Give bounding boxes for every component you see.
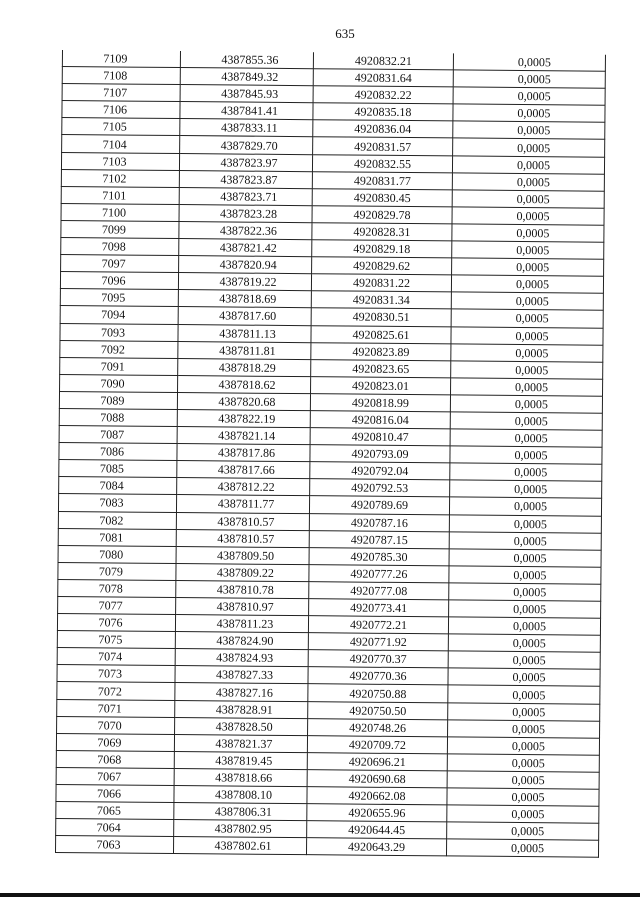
- x-coordinate-cell: 4387819.45: [174, 751, 307, 769]
- error-cell: 0,0005: [451, 275, 603, 293]
- x-coordinate-cell: 4387811.23: [175, 615, 308, 633]
- point-number-cell: 7067: [56, 767, 174, 785]
- point-number-cell: 7078: [58, 579, 176, 597]
- x-coordinate-cell: 4387808.10: [174, 786, 307, 804]
- error-cell: 0,0005: [453, 53, 605, 71]
- x-coordinate-cell: 4387810.57: [176, 529, 309, 547]
- y-coordinate-cell: 4920662.08: [307, 787, 447, 805]
- y-coordinate-cell: 4920709.72: [307, 735, 447, 753]
- point-number-cell: 7092: [60, 340, 178, 358]
- point-number-cell: 7065: [56, 802, 174, 820]
- x-coordinate-cell: 4387855.36: [180, 51, 313, 69]
- x-coordinate-cell: 4387820.68: [177, 392, 310, 410]
- point-number-cell: 7074: [57, 648, 175, 666]
- x-coordinate-cell: 4387810.57: [176, 512, 309, 530]
- y-coordinate-cell: 4920832.21: [313, 52, 453, 70]
- point-number-cell: 7088: [59, 408, 177, 426]
- error-cell: 0,0005: [447, 805, 599, 823]
- error-cell: 0,0005: [450, 412, 602, 430]
- point-number-cell: 7109: [62, 50, 180, 68]
- point-number-cell: 7081: [58, 528, 176, 546]
- point-number-cell: 7097: [61, 255, 179, 273]
- point-number-cell: 7101: [61, 186, 179, 204]
- point-number-cell: 7096: [60, 272, 178, 290]
- x-coordinate-cell: 4387809.50: [176, 546, 309, 564]
- error-cell: 0,0005: [451, 292, 603, 310]
- y-coordinate-cell: 4920831.34: [311, 291, 451, 309]
- y-coordinate-cell: 4920830.45: [312, 188, 452, 206]
- x-coordinate-cell: 4387823.87: [179, 170, 312, 188]
- y-coordinate-cell: 4920832.55: [312, 154, 452, 172]
- y-coordinate-cell: 4920690.68: [307, 770, 447, 788]
- error-cell: 0,0005: [447, 788, 599, 806]
- error-cell: 0,0005: [453, 104, 605, 122]
- y-coordinate-cell: 4920789.69: [309, 496, 449, 514]
- y-coordinate-cell: 4920792.04: [310, 462, 450, 480]
- point-number-cell: 7098: [61, 238, 179, 256]
- coordinates-table: [55, 50, 606, 858]
- point-number-cell: 7072: [57, 682, 175, 700]
- error-cell: 0,0005: [448, 617, 600, 635]
- error-cell: 0,0005: [450, 429, 602, 447]
- point-number-cell: 7107: [62, 84, 180, 102]
- error-cell: 0,0005: [448, 720, 600, 738]
- error-cell: 0,0005: [446, 839, 598, 857]
- error-cell: 0,0005: [451, 343, 603, 361]
- y-coordinate-cell: 4920748.26: [308, 718, 448, 736]
- y-coordinate-cell: 4920750.88: [308, 684, 448, 702]
- coordinates-table-container: [55, 50, 605, 858]
- x-coordinate-cell: 4387829.70: [180, 136, 313, 154]
- error-cell: 0,0005: [449, 600, 601, 618]
- coordinates-table-body: [55, 50, 605, 858]
- error-cell: 0,0005: [449, 532, 601, 550]
- error-cell: 0,0005: [449, 583, 601, 601]
- y-coordinate-cell: 4920829.18: [312, 240, 452, 258]
- point-number-cell: 7066: [56, 785, 174, 803]
- y-coordinate-cell: 4920832.22: [313, 86, 453, 104]
- x-coordinate-cell: 4387827.16: [175, 683, 308, 701]
- point-number-cell: 7073: [57, 665, 175, 683]
- y-coordinate-cell: 4920792.53: [310, 479, 450, 497]
- x-coordinate-cell: 4387811.13: [178, 324, 311, 342]
- point-number-cell: 7100: [61, 203, 179, 221]
- y-coordinate-cell: 4920831.22: [311, 274, 451, 292]
- error-cell: 0,0005: [451, 378, 603, 396]
- error-cell: 0,0005: [447, 822, 599, 840]
- x-coordinate-cell: 4387821.42: [179, 239, 312, 257]
- x-coordinate-cell: 4387821.37: [174, 734, 307, 752]
- point-number-cell: 7084: [59, 477, 177, 495]
- y-coordinate-cell: 4920829.62: [312, 257, 452, 275]
- point-number-cell: 7091: [60, 357, 178, 375]
- x-coordinate-cell: 4387811.77: [176, 495, 309, 513]
- error-cell: 0,0005: [449, 566, 601, 584]
- y-coordinate-cell: 4920793.09: [310, 445, 450, 463]
- x-coordinate-cell: 4387849.32: [180, 68, 313, 86]
- y-coordinate-cell: 4920777.26: [309, 564, 449, 582]
- error-cell: 0,0005: [452, 258, 604, 276]
- x-coordinate-cell: 4387822.19: [177, 409, 310, 427]
- y-coordinate-cell: 4920696.21: [307, 753, 447, 771]
- error-cell: 0,0005: [448, 702, 600, 720]
- point-number-cell: 7089: [59, 391, 177, 409]
- point-number-cell: 7083: [58, 494, 176, 512]
- point-number-cell: 7076: [57, 614, 175, 632]
- error-cell: 0,0005: [453, 138, 605, 156]
- y-coordinate-cell: 4920830.51: [311, 308, 451, 326]
- y-coordinate-cell: 4920785.30: [309, 547, 449, 565]
- y-coordinate-cell: 4920777.08: [309, 582, 449, 600]
- x-coordinate-cell: 4387819.22: [178, 273, 311, 291]
- x-coordinate-cell: 4387821.14: [177, 427, 310, 445]
- y-coordinate-cell: 4920772.21: [308, 616, 448, 634]
- x-coordinate-cell: 4387810.97: [176, 598, 309, 616]
- y-coordinate-cell: 4920829.78: [312, 206, 452, 224]
- y-coordinate-cell: 4920771.92: [308, 633, 448, 651]
- error-cell: 0,0005: [452, 224, 604, 242]
- y-coordinate-cell: 4920831.77: [312, 171, 452, 189]
- y-coordinate-cell: 4920823.01: [311, 376, 451, 394]
- point-number-cell: 7068: [56, 750, 174, 768]
- x-coordinate-cell: 4387828.91: [175, 700, 308, 718]
- y-coordinate-cell: 4920835.18: [313, 103, 453, 121]
- y-coordinate-cell: 4920831.64: [313, 69, 453, 87]
- error-cell: 0,0005: [453, 121, 605, 139]
- point-number-cell: 7108: [62, 67, 180, 85]
- point-number-cell: 7105: [62, 118, 180, 136]
- error-cell: 0,0005: [453, 70, 605, 88]
- error-cell: 0,0005: [452, 155, 604, 173]
- x-coordinate-cell: 4387820.94: [179, 256, 312, 274]
- x-coordinate-cell: 4387810.78: [176, 580, 309, 598]
- point-number-cell: 7087: [59, 426, 177, 444]
- error-cell: 0,0005: [447, 737, 599, 755]
- error-cell: 0,0005: [452, 173, 604, 191]
- point-number-cell: 7071: [57, 699, 175, 717]
- x-coordinate-cell: 4387845.93: [180, 85, 313, 103]
- x-coordinate-cell: 4387833.11: [180, 119, 313, 137]
- x-coordinate-cell: 4387806.31: [174, 803, 307, 821]
- y-coordinate-cell: 4920831.57: [313, 137, 453, 155]
- point-number-cell: 7064: [56, 819, 174, 837]
- y-coordinate-cell: 4920750.50: [308, 701, 448, 719]
- y-coordinate-cell: 4920816.04: [310, 411, 450, 429]
- point-number-cell: 7080: [58, 545, 176, 563]
- x-coordinate-cell: 4387822.36: [179, 221, 312, 239]
- error-cell: 0,0005: [450, 480, 602, 498]
- x-coordinate-cell: 4387802.95: [174, 820, 307, 838]
- point-number-cell: 7063: [55, 836, 173, 854]
- y-coordinate-cell: 4920773.41: [309, 599, 449, 617]
- x-coordinate-cell: 4387824.90: [175, 632, 308, 650]
- error-cell: 0,0005: [448, 634, 600, 652]
- point-number-cell: 7106: [62, 101, 180, 119]
- y-coordinate-cell: 4920823.89: [311, 342, 451, 360]
- error-cell: 0,0005: [453, 87, 605, 105]
- point-number-cell: 7086: [59, 443, 177, 461]
- point-number-cell: 7085: [59, 460, 177, 478]
- y-coordinate-cell: 4920825.61: [311, 325, 451, 343]
- point-number-cell: 7095: [60, 289, 178, 307]
- point-number-cell: 7104: [62, 135, 180, 153]
- error-cell: 0,0005: [452, 241, 604, 259]
- y-coordinate-cell: 4920810.47: [310, 428, 450, 446]
- error-cell: 0,0005: [448, 668, 600, 686]
- y-coordinate-cell: 4920655.96: [307, 804, 447, 822]
- x-coordinate-cell: 4387818.62: [178, 375, 311, 393]
- scan-bottom-edge: [0, 893, 640, 897]
- error-cell: 0,0005: [451, 309, 603, 327]
- y-coordinate-cell: 4920836.04: [313, 120, 453, 138]
- y-coordinate-cell: 4920787.15: [309, 530, 449, 548]
- y-coordinate-cell: 4920818.99: [310, 394, 450, 412]
- error-cell: 0,0005: [449, 514, 601, 532]
- point-number-cell: 7102: [61, 169, 179, 187]
- page-number: 635: [335, 26, 355, 41]
- x-coordinate-cell: 4387823.97: [179, 153, 312, 171]
- error-cell: 0,0005: [451, 361, 603, 379]
- x-coordinate-cell: 4387818.29: [178, 358, 311, 376]
- error-cell: 0,0005: [452, 207, 604, 225]
- y-coordinate-cell: 4920644.45: [307, 821, 447, 839]
- y-coordinate-cell: 4920770.36: [308, 667, 448, 685]
- x-coordinate-cell: 4387812.22: [177, 478, 310, 496]
- point-number-cell: 7075: [57, 631, 175, 649]
- y-coordinate-cell: 4920823.65: [311, 359, 451, 377]
- x-coordinate-cell: 4387824.93: [175, 649, 308, 667]
- x-coordinate-cell: 4387817.60: [178, 307, 311, 325]
- point-number-cell: 7103: [61, 152, 179, 170]
- point-number-cell: 7099: [61, 220, 179, 238]
- y-coordinate-cell: 4920787.16: [309, 513, 449, 531]
- point-number-cell: 7082: [58, 511, 176, 529]
- x-coordinate-cell: 4387809.22: [176, 563, 309, 581]
- error-cell: 0,0005: [449, 549, 601, 567]
- point-number-cell: 7090: [60, 374, 178, 392]
- error-cell: 0,0005: [451, 326, 603, 344]
- x-coordinate-cell: 4387802.61: [173, 837, 306, 855]
- x-coordinate-cell: 4387818.69: [178, 290, 311, 308]
- x-coordinate-cell: 4387841.41: [180, 102, 313, 120]
- error-cell: 0,0005: [450, 395, 602, 413]
- y-coordinate-cell: 4920643.29: [306, 838, 446, 856]
- error-cell: 0,0005: [450, 463, 602, 481]
- point-number-cell: 7077: [58, 596, 176, 614]
- x-coordinate-cell: 4387817.66: [177, 461, 310, 479]
- y-coordinate-cell: 4920828.31: [312, 223, 452, 241]
- x-coordinate-cell: 4387817.86: [177, 444, 310, 462]
- error-cell: 0,0005: [448, 651, 600, 669]
- x-coordinate-cell: 4387827.33: [175, 666, 308, 684]
- y-coordinate-cell: 4920770.37: [308, 650, 448, 668]
- x-coordinate-cell: 4387828.50: [175, 717, 308, 735]
- x-coordinate-cell: 4387823.28: [179, 204, 312, 222]
- error-cell: 0,0005: [447, 771, 599, 789]
- error-cell: 0,0005: [448, 685, 600, 703]
- error-cell: 0,0005: [450, 446, 602, 464]
- error-cell: 0,0005: [447, 754, 599, 772]
- point-number-cell: 7093: [60, 323, 178, 341]
- x-coordinate-cell: 4387823.71: [179, 187, 312, 205]
- point-number-cell: 7070: [57, 716, 175, 734]
- point-number-cell: 7094: [60, 306, 178, 324]
- point-number-cell: 7069: [56, 733, 174, 751]
- error-cell: 0,0005: [452, 190, 604, 208]
- error-cell: 0,0005: [449, 497, 601, 515]
- point-number-cell: 7079: [58, 562, 176, 580]
- x-coordinate-cell: 4387818.66: [174, 768, 307, 786]
- x-coordinate-cell: 4387811.81: [178, 341, 311, 359]
